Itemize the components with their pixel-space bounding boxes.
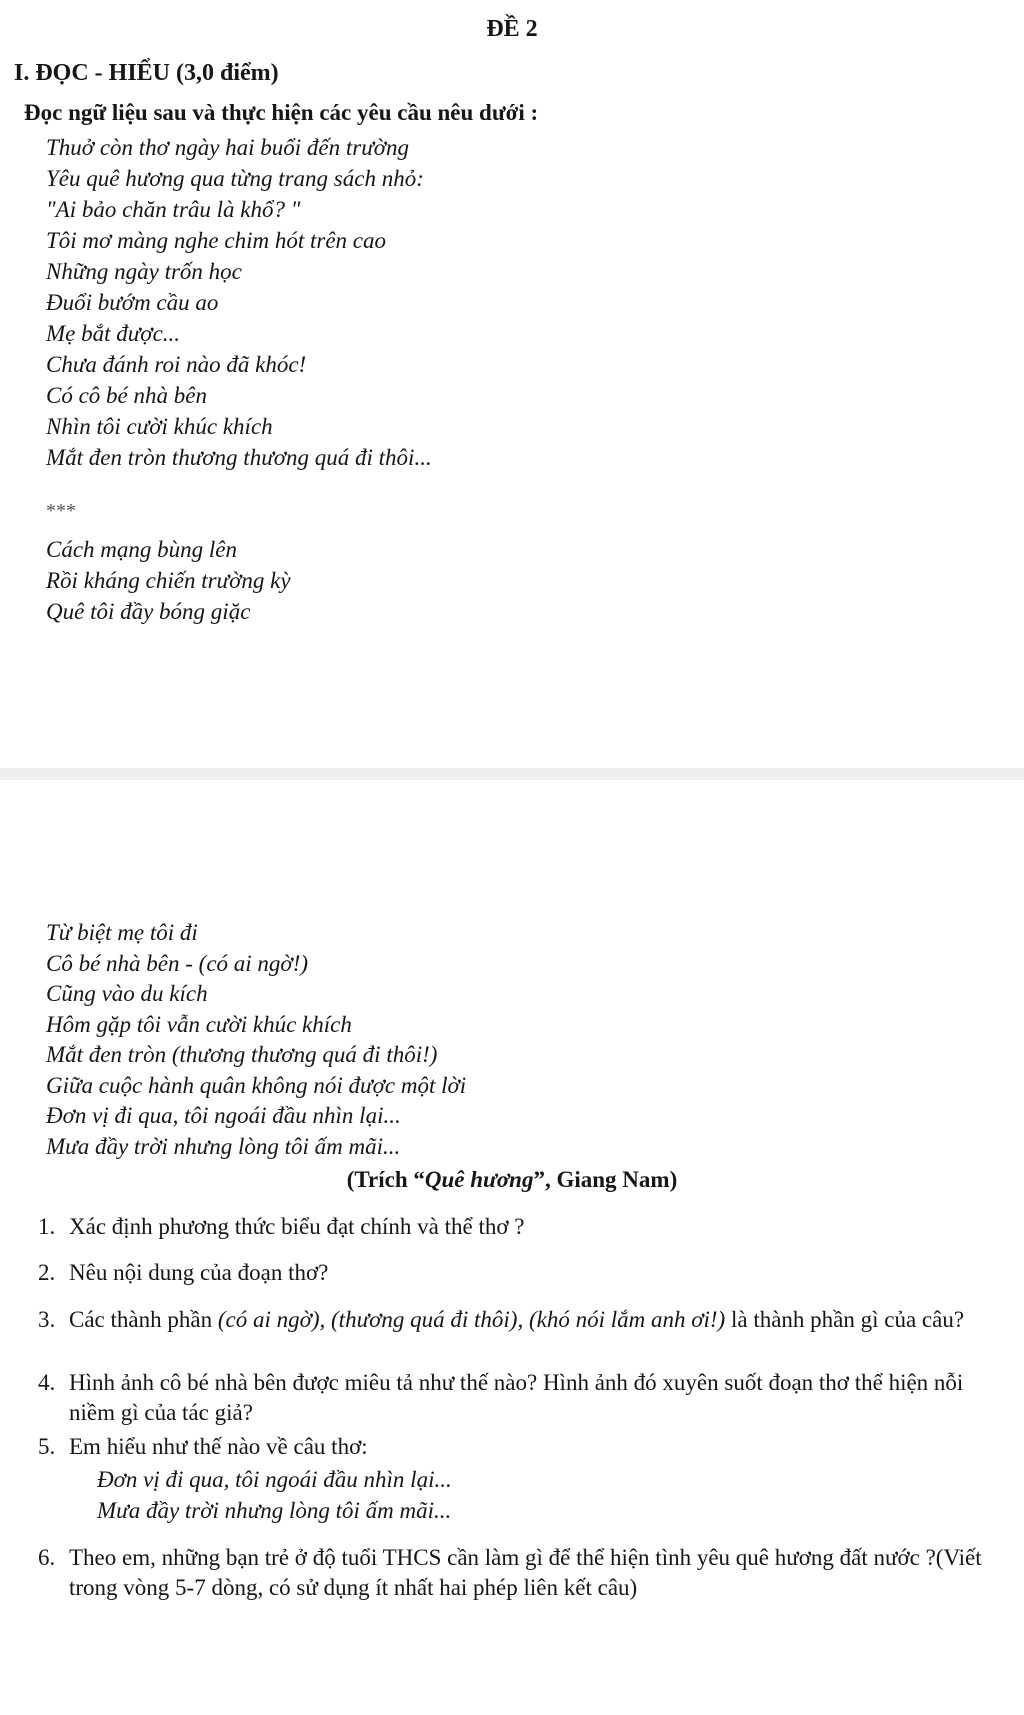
- poem-line: Mẹ bắt được...: [46, 321, 181, 346]
- question-number: 5.: [38, 1434, 56, 1459]
- question-number: 2.: [38, 1260, 56, 1285]
- question-text: Theo em, những bạn trẻ ở độ tuổi THCS cần làm gì để thể hiện tình yêu quê hương đất nước ?(Viết trong vòng 5-7 dòng, có sử dụng ít nhất hai phép liên kết câu): [69, 1545, 982, 1600]
- question-text: Em hiểu như thế nào về câu thơ:: [69, 1434, 368, 1459]
- exam-title: ĐỀ 2: [486, 16, 538, 42]
- poem-line: Cách mạng bùng lên: [46, 537, 238, 562]
- poem-line: Có cô bé nhà bên: [46, 383, 207, 408]
- section-heading: I. ĐỌC - HIỂU (3,0 điểm): [14, 60, 279, 86]
- poem-line: Mưa đầy trời nhưng lòng tôi ấm mãi...: [46, 1133, 401, 1159]
- question-5: [38, 1432, 988, 1462]
- quote-line: Mưa đầy trời nhưng lòng tôi ấm mãi...: [97, 1498, 452, 1523]
- question-text: [69, 1305, 988, 1335]
- poem-line: Cũng vào du kích: [46, 981, 208, 1006]
- question-text: Hình ảnh cô bé nhà bên được miêu tả như thế nào? Hình ảnh đó xuyên suốt đoạn thơ thể hiện nỗi niềm gì của tác giả?: [69, 1370, 964, 1425]
- question-1: [38, 1212, 988, 1242]
- question-number: 4.: [38, 1370, 56, 1395]
- poem-line: Tôi mơ màng nghe chim hót trên cao: [46, 228, 386, 253]
- question-number: 3.: [38, 1307, 56, 1332]
- question-text: Nêu nội dung của đoạn thơ?: [69, 1260, 329, 1285]
- citation-suffix: ”, Giang Nam): [533, 1167, 678, 1192]
- poem-line: Yêu quê hương qua từng trang sách nhỏ:: [46, 166, 424, 191]
- question-5-quote: [97, 1464, 452, 1526]
- poem-stanza-3: [46, 918, 466, 1162]
- poem-line: Đơn vị đi qua, tôi ngoái đầu nhìn lại...: [46, 1103, 401, 1128]
- question-2: [38, 1258, 988, 1288]
- poem-line: Nhìn tôi cười khúc khích: [46, 414, 273, 439]
- stanza-separator: ***: [46, 500, 76, 522]
- quote-line: Đơn vị đi qua, tôi ngoái đầu nhìn lại...: [97, 1467, 452, 1492]
- citation-work: Quê hương: [424, 1167, 534, 1192]
- question-text: Xác định phương thức biểu đạt chính và thể thơ ?: [69, 1214, 525, 1239]
- poem-line: Thuở còn thơ ngày hai buổi đến trường: [46, 135, 410, 160]
- poem-line: Mắt đen tròn thương thương quá đi thôi...: [46, 445, 432, 470]
- poem-citation: [0, 1165, 1024, 1195]
- poem-line: Hôm gặp tôi vẫn cười khúc khích: [46, 1011, 352, 1037]
- poem-stanza-1: [46, 132, 432, 473]
- poem-line: Mắt đen tròn (thương thương quá đi thôi!): [46, 1042, 438, 1067]
- question-3: [38, 1305, 988, 1335]
- poem-stanza-2: [46, 534, 291, 627]
- poem-line: Từ biệt mẹ tôi đi: [46, 920, 198, 945]
- question-text-pre: Các thành phần: [69, 1307, 218, 1332]
- poem-line: Giữa cuộc hành quân không nói được một lời: [46, 1072, 467, 1098]
- poem-line: Cô bé nhà bên - (có ai ngờ!): [46, 950, 309, 976]
- poem-line: Đuổi bướm cầu ao: [46, 290, 219, 315]
- question-6: [38, 1543, 988, 1603]
- page-gap-divider: [0, 768, 1024, 780]
- question-text-post: là thành phần gì của câu?: [725, 1307, 965, 1332]
- poem-line: Những ngày trốn học: [46, 259, 242, 284]
- question-text-italic: (có ai ngờ), (thương quá đi thôi), (khó nói lắm anh ơi!): [217, 1307, 726, 1332]
- question-number: 1.: [38, 1214, 56, 1239]
- question-4: [38, 1368, 988, 1428]
- citation-prefix: (Trích “: [346, 1167, 425, 1192]
- poem-line: Rồi kháng chiến trường kỳ: [46, 568, 291, 593]
- reading-instruction: Đọc ngữ liệu sau và thực hiện các yêu cầu nêu dưới :: [24, 100, 539, 125]
- poem-line: Quê tôi đầy bóng giặc: [46, 599, 251, 624]
- poem-line: Chưa đánh roi nào đã khóc!: [46, 352, 307, 377]
- poem-line: "Ai bảo chăn trâu là khổ? ": [46, 197, 301, 222]
- question-number: 6.: [38, 1545, 56, 1570]
